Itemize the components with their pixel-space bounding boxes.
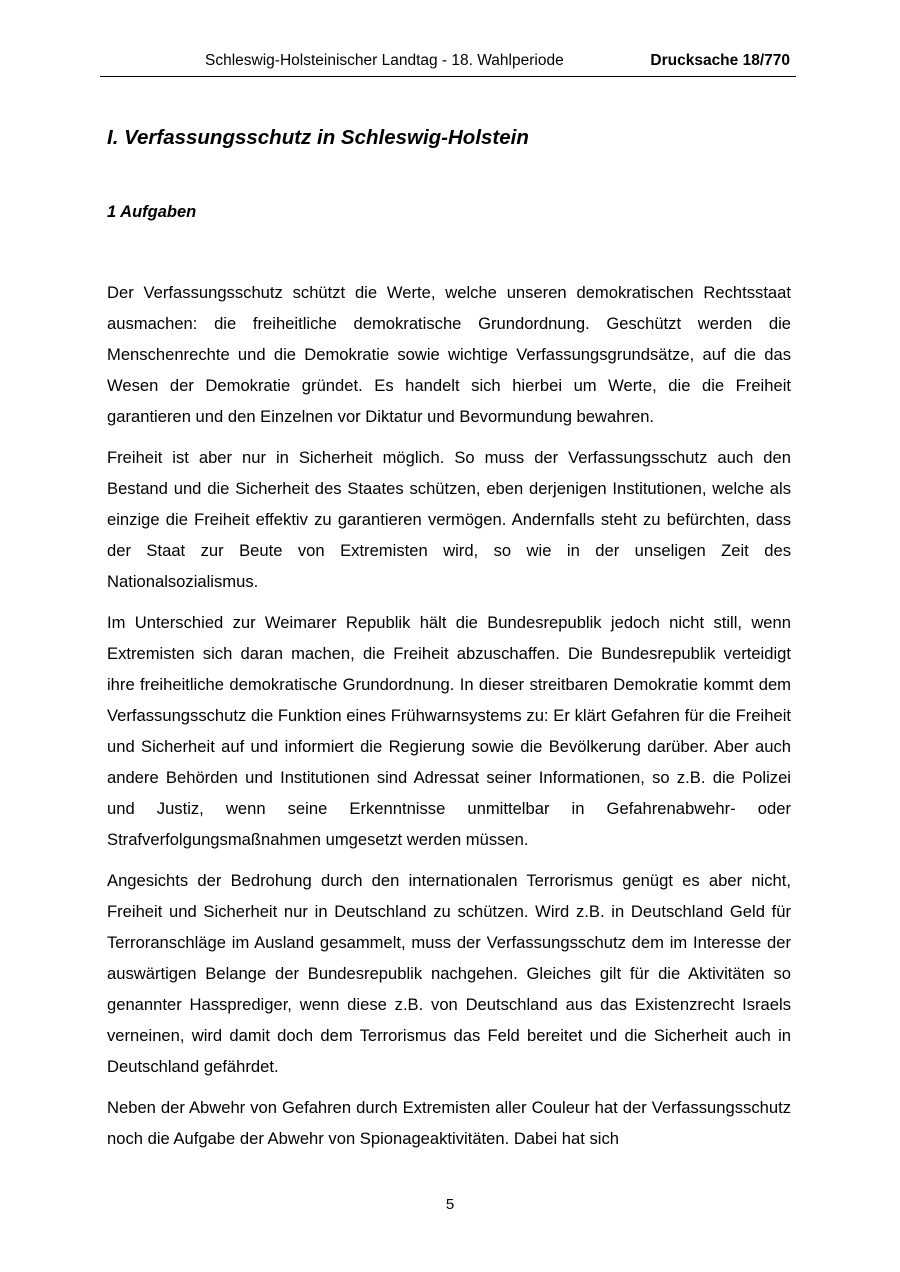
paragraph: Angesichts der Bedrohung durch den internationalen Terrorismus genügt es aber nicht, Freiheit und Sicherheit nur in Deutschland zu schützen. Wird z.B. in Deutschland Geld für Terroranschläge im Ausland gesammelt, muss der Verfassungsschutz dem im Interesse der auswärtigen Belange der Bundesrepublik nachgehen. Gleiches gilt für die Aktivitäten so genannter Hassprediger, wenn diese z.B. von Deutschland aus das Existenzrecht Israels verneinen, wird damit doch dem Terrorismus das Feld bereitet und die Sicherheit auch in Deutschland gefährdet. [107,871,791,1076]
body-text [107,277,791,1164]
paragraph: Der Verfassungsschutz schützt die Werte, welche unseren demokratischen Rechtsstaat ausmachen: die freiheitliche demokratische Grundordnung. Geschützt werden die Menschenrechte und die Demokratie sowie wichtige Verfassungsgrundsätze, auf die das Wesen der Demokratie gründet. Es handelt sich hierbei um Werte, die die Freiheit garantieren und den Einzelnen vor Diktatur und Bevormundung bewahren. [107,283,791,426]
paragraph: Neben der Abwehr von Gefahren durch Extremisten aller Couleur hat der Verfassungsschutz noch die Aufgabe der Abwehr von Spionageaktivitäten. Dabei hat sich [107,1098,791,1148]
paragraph: Im Unterschied zur Weimarer Republik hält die Bundesrepublik jedoch nicht still, wenn Extremisten sich daran machen, die Freiheit abzuschaffen. Die Bundesrepublik verteidigt ihre freiheitliche demokratische Grundordnung. In dieser streitbaren Demokratie kommt dem Verfassungsschutz die Funktion eines Frühwarnsystems zu: Er klärt Gefahren für die Freiheit und Sicherheit auf und informiert die Regierung sowie die Bevölkerung darüber. Aber auch andere Behörden und Institutionen sind Adressat seiner Informationen, so z.B. die Polizei und Justiz, wenn seine Erkenntnisse unmittelbar in Gefahrenabwehr- oder Strafverfolgungsmaßnahmen umgesetzt werden müssen. [107,613,791,849]
paragraph: Freiheit ist aber nur in Sicherheit möglich. So muss der Verfassungsschutz auch den Bestand und die Sicherheit des Staates schützen, eben derjenigen Institutionen, welche als einzige die Freiheit effektiv zu garantieren vermögen. Andernfalls steht zu befürchten, dass der Staat zur Beute von Extremisten wird, so wie in der unseligen Zeit des Nationalsozialismus. [107,448,791,591]
header-title: Schleswig-Holsteinischer Landtag - 18. Wahlperiode [205,52,564,69]
chapter-title: I. Verfassungsschutz in Schleswig-Holstein [107,126,529,149]
document-number: Drucksache 18/770 [650,52,790,69]
page-header [100,52,796,77]
section-title: 1 Aufgaben [107,203,197,221]
page-number: 5 [445,1196,455,1213]
